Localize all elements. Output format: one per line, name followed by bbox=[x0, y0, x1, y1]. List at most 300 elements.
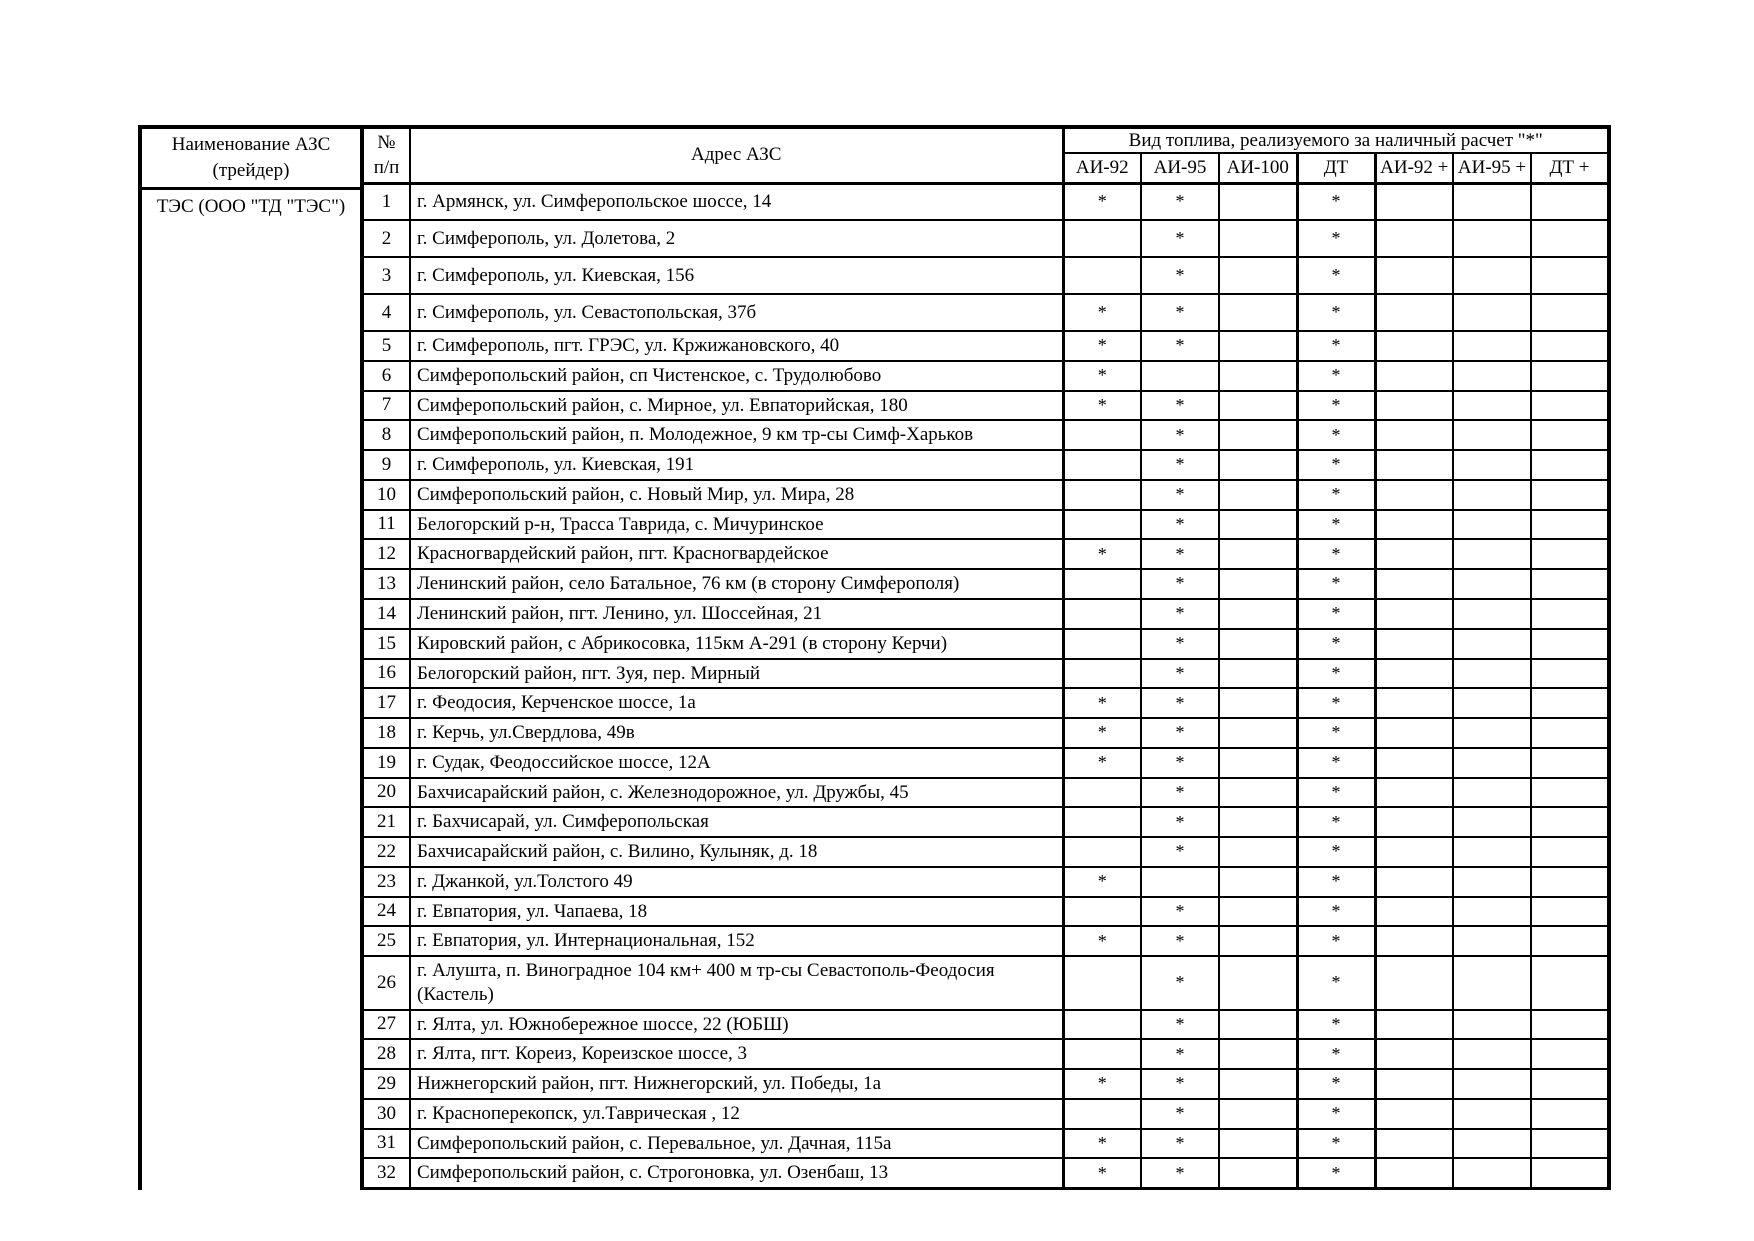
row-number-cell: 3 bbox=[363, 257, 410, 294]
fuel-mark-cell-ai95: * bbox=[1141, 1039, 1219, 1069]
fuel-mark-cell-ai92 bbox=[1063, 837, 1141, 867]
fuel-mark-cell-dt-plus bbox=[1531, 361, 1609, 391]
address-cell: г. Джанкой, ул.Толстого 49 bbox=[410, 867, 1063, 897]
address-cell: Белогорский р-н, Трасса Таврида, с. Мичуринское bbox=[410, 510, 1063, 540]
address-cell: г. Симферополь, ул. Киевская, 156 bbox=[410, 257, 1063, 294]
address-cell: Бахчисарайский район, с. Вилино, Кулыняк, д. 18 bbox=[410, 837, 1063, 867]
fuel-mark-cell-ai95-plus bbox=[1453, 897, 1531, 927]
fuel-mark-cell-dt: * bbox=[1297, 331, 1375, 361]
column-header-ai100: АИ-100 bbox=[1219, 153, 1297, 183]
address-cell: г. Ялта, пгт. Кореиз, Кореизское шоссе, 3 bbox=[410, 1039, 1063, 1069]
fuel-mark-cell-dt-plus bbox=[1531, 629, 1609, 659]
fuel-mark-cell-ai95-plus bbox=[1453, 926, 1531, 956]
fuel-mark-cell-ai100 bbox=[1219, 956, 1297, 1010]
fuel-mark-cell-ai95-plus bbox=[1453, 510, 1531, 540]
fuel-mark-cell-ai100 bbox=[1219, 837, 1297, 867]
fuel-mark-cell-dt-plus bbox=[1531, 1069, 1609, 1099]
number-header-line1: № bbox=[377, 131, 396, 153]
fuel-mark-cell-dt-plus bbox=[1531, 1099, 1609, 1129]
row-number-cell: 23 bbox=[363, 867, 410, 897]
fuel-mark-cell-ai100 bbox=[1219, 294, 1297, 331]
fuel-mark-cell-dt: * bbox=[1297, 1010, 1375, 1040]
row-number-cell: 29 bbox=[363, 1069, 410, 1099]
fuel-mark-cell-ai100 bbox=[1219, 1039, 1297, 1069]
fuel-mark-cell-dt: * bbox=[1297, 420, 1375, 450]
row-number-cell: 14 bbox=[363, 599, 410, 629]
row-number-cell: 16 bbox=[363, 659, 410, 689]
fuel-mark-cell-ai92-plus bbox=[1375, 867, 1453, 897]
fuel-mark-cell-ai100 bbox=[1219, 867, 1297, 897]
table-row bbox=[363, 778, 1609, 808]
table-row bbox=[363, 599, 1609, 629]
fuel-mark-cell-ai95: * bbox=[1141, 659, 1219, 689]
fuel-mark-cell-ai100 bbox=[1219, 361, 1297, 391]
fuel-mark-cell-dt-plus bbox=[1531, 450, 1609, 480]
fuel-mark-cell-ai95: * bbox=[1141, 778, 1219, 808]
fuel-mark-cell-ai92 bbox=[1063, 897, 1141, 927]
fuel-mark-cell-ai100 bbox=[1219, 257, 1297, 294]
fuel-mark-cell-dt-plus bbox=[1531, 956, 1609, 1010]
fuel-mark-cell-dt: * bbox=[1297, 1158, 1375, 1188]
fuel-mark-cell-ai100 bbox=[1219, 183, 1297, 220]
fuel-mark-cell-ai92-plus bbox=[1375, 183, 1453, 220]
address-cell: г. Евпатория, ул. Чапаева, 18 bbox=[410, 897, 1063, 927]
row-number-cell: 5 bbox=[363, 331, 410, 361]
fuel-mark-cell-ai95-plus bbox=[1453, 1129, 1531, 1159]
fuel-mark-cell-ai100 bbox=[1219, 510, 1297, 540]
table-row bbox=[363, 659, 1609, 689]
fuel-mark-cell-ai92-plus bbox=[1375, 450, 1453, 480]
fuel-mark-cell-dt: * bbox=[1297, 569, 1375, 599]
fuel-mark-cell-dt: * bbox=[1297, 748, 1375, 778]
trader-column-header bbox=[142, 129, 360, 190]
fuel-mark-cell-ai92-plus bbox=[1375, 257, 1453, 294]
fuel-mark-cell-ai92: * bbox=[1063, 1158, 1141, 1188]
fuel-mark-cell-ai95-plus bbox=[1453, 1039, 1531, 1069]
row-number-cell: 32 bbox=[363, 1158, 410, 1188]
fuel-mark-cell-ai95-plus bbox=[1453, 778, 1531, 808]
address-cell: Симферопольский район, сп Чистенское, с. Трудолюбово bbox=[410, 361, 1063, 391]
row-number-cell: 7 bbox=[363, 391, 410, 421]
fuel-mark-cell-dt-plus bbox=[1531, 331, 1609, 361]
table-row bbox=[363, 688, 1609, 718]
trader-header-line1: Наименование АЗС bbox=[171, 134, 331, 156]
row-number-cell: 9 bbox=[363, 450, 410, 480]
fuel-mark-cell-dt: * bbox=[1297, 629, 1375, 659]
address-cell: Ленинский район, село Батальное, 76 км (в сторону Симферополя) bbox=[410, 569, 1063, 599]
fuel-mark-cell-dt-plus bbox=[1531, 807, 1609, 837]
table-row bbox=[363, 257, 1609, 294]
fuel-mark-cell-ai92-plus bbox=[1375, 1099, 1453, 1129]
address-cell: Симферопольский район, с. Мирное, ул. Евпаторийская, 180 bbox=[410, 391, 1063, 421]
fuel-mark-cell-ai100 bbox=[1219, 420, 1297, 450]
table-row bbox=[363, 807, 1609, 837]
fuel-mark-cell-ai92-plus bbox=[1375, 807, 1453, 837]
fuel-mark-cell-ai100 bbox=[1219, 599, 1297, 629]
table-header bbox=[363, 127, 1609, 183]
fuel-mark-cell-ai95: * bbox=[1141, 1129, 1219, 1159]
fuel-mark-cell-ai92-plus bbox=[1375, 956, 1453, 1010]
fuel-mark-cell-ai95: * bbox=[1141, 331, 1219, 361]
fuel-mark-cell-dt-plus bbox=[1531, 659, 1609, 689]
address-cell: Симферопольский район, п. Молодежное, 9 км тр-сы Симф-Харьков bbox=[410, 420, 1063, 450]
fuel-mark-cell-ai95-plus bbox=[1453, 1158, 1531, 1188]
row-number-cell: 6 bbox=[363, 361, 410, 391]
fuel-mark-cell-ai95: * bbox=[1141, 420, 1219, 450]
fuel-mark-cell-dt-plus bbox=[1531, 183, 1609, 220]
table-row bbox=[363, 1129, 1609, 1159]
fuel-mark-cell-ai92: * bbox=[1063, 1129, 1141, 1159]
fuel-mark-cell-ai92 bbox=[1063, 480, 1141, 510]
fuel-mark-cell-ai100 bbox=[1219, 748, 1297, 778]
fuel-mark-cell-ai92 bbox=[1063, 220, 1141, 257]
fuel-mark-cell-ai95: * bbox=[1141, 956, 1219, 1010]
fuel-mark-cell-ai92 bbox=[1063, 629, 1141, 659]
table-row bbox=[363, 926, 1609, 956]
fuel-mark-cell-ai92: * bbox=[1063, 1069, 1141, 1099]
column-header-address: Адрес АЗС bbox=[410, 127, 1063, 183]
fuel-mark-cell-ai100 bbox=[1219, 926, 1297, 956]
fuel-mark-cell-dt: * bbox=[1297, 1099, 1375, 1129]
fuel-mark-cell-dt-plus bbox=[1531, 1039, 1609, 1069]
fuel-mark-cell-ai100 bbox=[1219, 688, 1297, 718]
table-row bbox=[363, 331, 1609, 361]
fuel-mark-cell-ai92-plus bbox=[1375, 420, 1453, 450]
table-row bbox=[363, 867, 1609, 897]
fuel-mark-cell-ai92-plus bbox=[1375, 599, 1453, 629]
fuel-mark-cell-dt: * bbox=[1297, 539, 1375, 569]
fuel-mark-cell-ai95 bbox=[1141, 361, 1219, 391]
fuel-mark-cell-ai100 bbox=[1219, 220, 1297, 257]
column-header-ai92-plus: АИ-92 + bbox=[1375, 153, 1453, 183]
fuel-mark-cell-ai92-plus bbox=[1375, 659, 1453, 689]
fuel-mark-cell-ai95: * bbox=[1141, 569, 1219, 599]
address-cell: г. Симферополь, пгт. ГРЭС, ул. Кржижановского, 40 bbox=[410, 331, 1063, 361]
fuel-mark-cell-dt: * bbox=[1297, 183, 1375, 220]
fuel-mark-cell-ai92-plus bbox=[1375, 926, 1453, 956]
fuel-mark-cell-dt: * bbox=[1297, 450, 1375, 480]
fuel-mark-cell-ai95-plus bbox=[1453, 659, 1531, 689]
fuel-mark-cell-dt: * bbox=[1297, 599, 1375, 629]
fuel-mark-cell-ai95-plus bbox=[1453, 1010, 1531, 1040]
fuel-mark-cell-dt: * bbox=[1297, 510, 1375, 540]
fuel-mark-cell-ai92: * bbox=[1063, 391, 1141, 421]
fuel-mark-cell-dt: * bbox=[1297, 926, 1375, 956]
row-number-cell: 25 bbox=[363, 926, 410, 956]
fuel-mark-cell-ai95: * bbox=[1141, 629, 1219, 659]
fuel-mark-cell-ai92 bbox=[1063, 1039, 1141, 1069]
table-row bbox=[363, 450, 1609, 480]
row-number-cell: 18 bbox=[363, 718, 410, 748]
address-cell: Нижнегорский район, пгт. Нижнегорский, ул. Победы, 1а bbox=[410, 1069, 1063, 1099]
address-cell: г. Керчь, ул.Свердлова, 49в bbox=[410, 718, 1063, 748]
fuel-mark-cell-ai100 bbox=[1219, 718, 1297, 748]
fuel-mark-cell-ai95: * bbox=[1141, 837, 1219, 867]
fuel-mark-cell-dt-plus bbox=[1531, 1010, 1609, 1040]
row-number-cell: 2 bbox=[363, 220, 410, 257]
trader-name: ТЭС (ООО "ТД "ТЭС") bbox=[156, 196, 346, 217]
fuel-mark-cell-ai95: * bbox=[1141, 688, 1219, 718]
fuel-mark-cell-ai95: * bbox=[1141, 450, 1219, 480]
fuel-mark-cell-ai100 bbox=[1219, 569, 1297, 599]
fuel-mark-cell-ai95-plus bbox=[1453, 837, 1531, 867]
address-cell: Ленинский район, пгт. Ленино, ул. Шоссейная, 21 bbox=[410, 599, 1063, 629]
fuel-mark-cell-dt: * bbox=[1297, 718, 1375, 748]
fuel-mark-cell-dt-plus bbox=[1531, 778, 1609, 808]
fuel-mark-cell-dt-plus bbox=[1531, 1158, 1609, 1188]
fuel-mark-cell-dt: * bbox=[1297, 1039, 1375, 1069]
fuel-mark-cell-ai95: * bbox=[1141, 294, 1219, 331]
fuel-mark-cell-ai92-plus bbox=[1375, 1158, 1453, 1188]
address-cell: Бахчисарайский район, с. Железнодорожное, ул. Дружбы, 45 bbox=[410, 778, 1063, 808]
fuel-mark-cell-ai92-plus bbox=[1375, 688, 1453, 718]
address-cell: г. Симферополь, ул. Киевская, 191 bbox=[410, 450, 1063, 480]
fuel-mark-cell-ai95-plus bbox=[1453, 420, 1531, 450]
fuel-mark-cell-dt: * bbox=[1297, 361, 1375, 391]
fuel-mark-cell-dt-plus bbox=[1531, 220, 1609, 257]
fuel-mark-cell-dt-plus bbox=[1531, 294, 1609, 331]
fuel-mark-cell-ai92 bbox=[1063, 257, 1141, 294]
fuel-mark-cell-ai92 bbox=[1063, 956, 1141, 1010]
fuel-mark-cell-ai95-plus bbox=[1453, 599, 1531, 629]
fuel-mark-cell-ai95 bbox=[1141, 867, 1219, 897]
fuel-mark-cell-ai92 bbox=[1063, 420, 1141, 450]
fuel-mark-cell-ai92: * bbox=[1063, 539, 1141, 569]
table-row bbox=[363, 1099, 1609, 1129]
fuel-mark-cell-ai95-plus bbox=[1453, 539, 1531, 569]
fuel-mark-cell-ai95-plus bbox=[1453, 807, 1531, 837]
table-row bbox=[363, 391, 1609, 421]
table-row bbox=[363, 1069, 1609, 1099]
fuel-mark-cell-dt-plus bbox=[1531, 748, 1609, 778]
fuel-mark-cell-ai92 bbox=[1063, 599, 1141, 629]
row-number-cell: 4 bbox=[363, 294, 410, 331]
fuel-mark-cell-ai92-plus bbox=[1375, 361, 1453, 391]
fuel-mark-cell-ai92-plus bbox=[1375, 1010, 1453, 1040]
address-cell: г. Армянск, ул. Симферопольское шоссе, 14 bbox=[410, 183, 1063, 220]
column-header-ai92: АИ-92 bbox=[1063, 153, 1141, 183]
fuel-mark-cell-ai95-plus bbox=[1453, 748, 1531, 778]
row-number-cell: 28 bbox=[363, 1039, 410, 1069]
fuel-mark-cell-ai95-plus bbox=[1453, 257, 1531, 294]
fuel-mark-cell-ai100 bbox=[1219, 391, 1297, 421]
table-row bbox=[363, 420, 1609, 450]
row-number-cell: 10 bbox=[363, 480, 410, 510]
fuel-mark-cell-ai95: * bbox=[1141, 391, 1219, 421]
fuel-mark-cell-ai95: * bbox=[1141, 220, 1219, 257]
fuel-mark-cell-ai92: * bbox=[1063, 331, 1141, 361]
fuel-mark-cell-ai95-plus bbox=[1453, 450, 1531, 480]
fuel-mark-cell-dt: * bbox=[1297, 867, 1375, 897]
table-row bbox=[363, 629, 1609, 659]
table-row bbox=[363, 748, 1609, 778]
fuel-mark-cell-ai92-plus bbox=[1375, 897, 1453, 927]
fuel-mark-cell-ai100 bbox=[1219, 480, 1297, 510]
table-row bbox=[363, 1010, 1609, 1040]
fuel-mark-cell-ai95-plus bbox=[1453, 1069, 1531, 1099]
fuel-mark-cell-ai100 bbox=[1219, 1099, 1297, 1129]
fuel-mark-cell-ai92: * bbox=[1063, 748, 1141, 778]
fuel-mark-cell-ai92-plus bbox=[1375, 1129, 1453, 1159]
fuel-mark-cell-dt: * bbox=[1297, 391, 1375, 421]
fuel-mark-cell-ai92-plus bbox=[1375, 778, 1453, 808]
fuel-mark-cell-ai95-plus bbox=[1453, 331, 1531, 361]
fuel-mark-cell-ai92-plus bbox=[1375, 1069, 1453, 1099]
fuel-mark-cell-ai92-plus bbox=[1375, 220, 1453, 257]
address-cell: Симферопольский район, с. Перевальное, ул. Дачная, 115а bbox=[410, 1129, 1063, 1159]
fuel-mark-cell-ai100 bbox=[1219, 1069, 1297, 1099]
fuel-mark-cell-ai95-plus bbox=[1453, 629, 1531, 659]
fuel-mark-cell-ai92-plus bbox=[1375, 294, 1453, 331]
fuel-mark-cell-ai92 bbox=[1063, 1010, 1141, 1040]
row-number-cell: 11 bbox=[363, 510, 410, 540]
column-header-ai95-plus: АИ-95 + bbox=[1453, 153, 1531, 183]
fuel-mark-cell-dt: * bbox=[1297, 778, 1375, 808]
fuel-mark-cell-ai95: * bbox=[1141, 1158, 1219, 1188]
fuel-mark-cell-ai100 bbox=[1219, 1010, 1297, 1040]
header-row-top bbox=[363, 127, 1609, 153]
address-cell: г. Алушта, п. Виноградное 104 км+ 400 м тр-сы Севастополь-Феодосия (Кастель) bbox=[410, 956, 1063, 1010]
fuel-stations-table bbox=[362, 125, 1611, 1190]
trader-name-cell bbox=[142, 190, 360, 1190]
column-header-dt: ДТ bbox=[1297, 153, 1375, 183]
column-header-ai95: АИ-95 bbox=[1141, 153, 1219, 183]
row-number-cell: 19 bbox=[363, 748, 410, 778]
table-row bbox=[363, 294, 1609, 331]
address-cell: Кировский район, с Абрикосовка, 115км А-291 (в сторону Керчи) bbox=[410, 629, 1063, 659]
row-number-cell: 13 bbox=[363, 569, 410, 599]
fuel-mark-cell-ai92-plus bbox=[1375, 569, 1453, 599]
fuel-mark-cell-dt-plus bbox=[1531, 480, 1609, 510]
table-row bbox=[363, 569, 1609, 599]
fuel-mark-cell-ai92-plus bbox=[1375, 718, 1453, 748]
row-number-cell: 15 bbox=[363, 629, 410, 659]
fuel-mark-cell-dt-plus bbox=[1531, 510, 1609, 540]
fuel-mark-cell-dt: * bbox=[1297, 257, 1375, 294]
fuel-mark-cell-ai100 bbox=[1219, 539, 1297, 569]
fuel-mark-cell-ai95-plus bbox=[1453, 220, 1531, 257]
fuel-mark-cell-ai100 bbox=[1219, 450, 1297, 480]
row-number-cell: 17 bbox=[363, 688, 410, 718]
fuel-mark-cell-ai92: * bbox=[1063, 867, 1141, 897]
fuel-mark-cell-dt-plus bbox=[1531, 599, 1609, 629]
fuel-mark-cell-ai92-plus bbox=[1375, 391, 1453, 421]
fuel-mark-cell-dt-plus bbox=[1531, 688, 1609, 718]
table-row bbox=[363, 718, 1609, 748]
fuel-mark-cell-ai100 bbox=[1219, 807, 1297, 837]
fuel-mark-cell-ai100 bbox=[1219, 1129, 1297, 1159]
fuel-mark-cell-ai95: * bbox=[1141, 897, 1219, 927]
row-number-cell: 24 bbox=[363, 897, 410, 927]
address-cell: г. Евпатория, ул. Интернациональная, 152 bbox=[410, 926, 1063, 956]
fuel-mark-cell-dt: * bbox=[1297, 1129, 1375, 1159]
fuel-mark-cell-ai95-plus bbox=[1453, 480, 1531, 510]
table-row bbox=[363, 480, 1609, 510]
fuel-mark-cell-ai95-plus bbox=[1453, 569, 1531, 599]
address-cell: г. Феодосия, Керченское шоссе, 1а bbox=[410, 688, 1063, 718]
fuel-mark-cell-dt: * bbox=[1297, 837, 1375, 867]
fuel-mark-cell-ai100 bbox=[1219, 331, 1297, 361]
table-row bbox=[363, 1158, 1609, 1188]
fuel-mark-cell-ai95-plus bbox=[1453, 718, 1531, 748]
fuel-mark-cell-ai92 bbox=[1063, 1099, 1141, 1129]
fuel-mark-cell-ai92 bbox=[1063, 659, 1141, 689]
fuel-mark-cell-ai92-plus bbox=[1375, 1039, 1453, 1069]
fuel-mark-cell-ai92: * bbox=[1063, 183, 1141, 220]
fuel-mark-cell-dt: * bbox=[1297, 1069, 1375, 1099]
number-header-line2: п/п bbox=[373, 157, 400, 179]
table-row bbox=[363, 510, 1609, 540]
row-number-cell: 12 bbox=[363, 539, 410, 569]
fuel-mark-cell-dt-plus bbox=[1531, 257, 1609, 294]
fuel-mark-cell-ai100 bbox=[1219, 659, 1297, 689]
fuel-mark-cell-ai92 bbox=[1063, 778, 1141, 808]
fuel-mark-cell-dt: * bbox=[1297, 220, 1375, 257]
fuel-mark-cell-ai92-plus bbox=[1375, 331, 1453, 361]
fuel-mark-cell-ai92: * bbox=[1063, 926, 1141, 956]
row-number-cell: 8 bbox=[363, 420, 410, 450]
fuel-mark-cell-ai95-plus bbox=[1453, 294, 1531, 331]
fuel-mark-cell-ai95: * bbox=[1141, 539, 1219, 569]
fuel-mark-cell-dt-plus bbox=[1531, 1129, 1609, 1159]
address-cell: Симферопольский район, с. Строгоновка, ул. Озенбаш, 13 bbox=[410, 1158, 1063, 1188]
fuel-mark-cell-dt: * bbox=[1297, 897, 1375, 927]
fuel-mark-cell-ai92: * bbox=[1063, 361, 1141, 391]
fuel-mark-cell-dt-plus bbox=[1531, 867, 1609, 897]
row-number-cell: 1 bbox=[363, 183, 410, 220]
fuel-mark-cell-ai92: * bbox=[1063, 718, 1141, 748]
trader-column bbox=[138, 125, 362, 1190]
fuel-mark-cell-ai95: * bbox=[1141, 480, 1219, 510]
fuel-mark-cell-ai95-plus bbox=[1453, 1099, 1531, 1129]
fuel-mark-cell-ai92: * bbox=[1063, 688, 1141, 718]
fuel-mark-cell-dt-plus bbox=[1531, 539, 1609, 569]
row-number-cell: 30 bbox=[363, 1099, 410, 1129]
fuel-mark-cell-ai92-plus bbox=[1375, 539, 1453, 569]
fuel-mark-cell-ai92 bbox=[1063, 569, 1141, 599]
fuel-mark-cell-dt-plus bbox=[1531, 420, 1609, 450]
fuel-mark-cell-ai95: * bbox=[1141, 183, 1219, 220]
fuel-mark-cell-ai95: * bbox=[1141, 510, 1219, 540]
row-number-cell: 21 bbox=[363, 807, 410, 837]
fuel-mark-cell-ai95: * bbox=[1141, 926, 1219, 956]
fuel-mark-cell-ai92 bbox=[1063, 807, 1141, 837]
fuel-mark-cell-ai100 bbox=[1219, 1158, 1297, 1188]
fuel-mark-cell-dt: * bbox=[1297, 807, 1375, 837]
fuel-mark-cell-ai92-plus bbox=[1375, 480, 1453, 510]
fuel-mark-cell-ai92 bbox=[1063, 510, 1141, 540]
address-cell: г. Красноперекопск, ул.Таврическая , 12 bbox=[410, 1099, 1063, 1129]
row-number-cell: 26 bbox=[363, 956, 410, 1010]
column-header-number bbox=[363, 127, 410, 183]
row-number-cell: 22 bbox=[363, 837, 410, 867]
fuel-mark-cell-dt-plus bbox=[1531, 926, 1609, 956]
fuel-mark-cell-dt: * bbox=[1297, 688, 1375, 718]
fuel-group-header: Вид топлива, реализуемого за наличный расчет "*" bbox=[1063, 127, 1609, 153]
table-row bbox=[363, 220, 1609, 257]
fuel-stations-document bbox=[138, 125, 1611, 1190]
fuel-mark-cell-ai95: * bbox=[1141, 599, 1219, 629]
table-row bbox=[363, 183, 1609, 220]
fuel-mark-cell-dt: * bbox=[1297, 956, 1375, 1010]
row-number-cell: 31 bbox=[363, 1129, 410, 1159]
fuel-mark-cell-ai95-plus bbox=[1453, 956, 1531, 1010]
address-cell: Белогорский район, пгт. Зуя, пер. Мирный bbox=[410, 659, 1063, 689]
address-cell: г. Ялта, ул. Южнобережное шоссе, 22 (ЮБШ) bbox=[410, 1010, 1063, 1040]
fuel-mark-cell-ai92 bbox=[1063, 450, 1141, 480]
column-header-dt-plus: ДТ + bbox=[1531, 153, 1609, 183]
row-number-cell: 27 bbox=[363, 1010, 410, 1040]
